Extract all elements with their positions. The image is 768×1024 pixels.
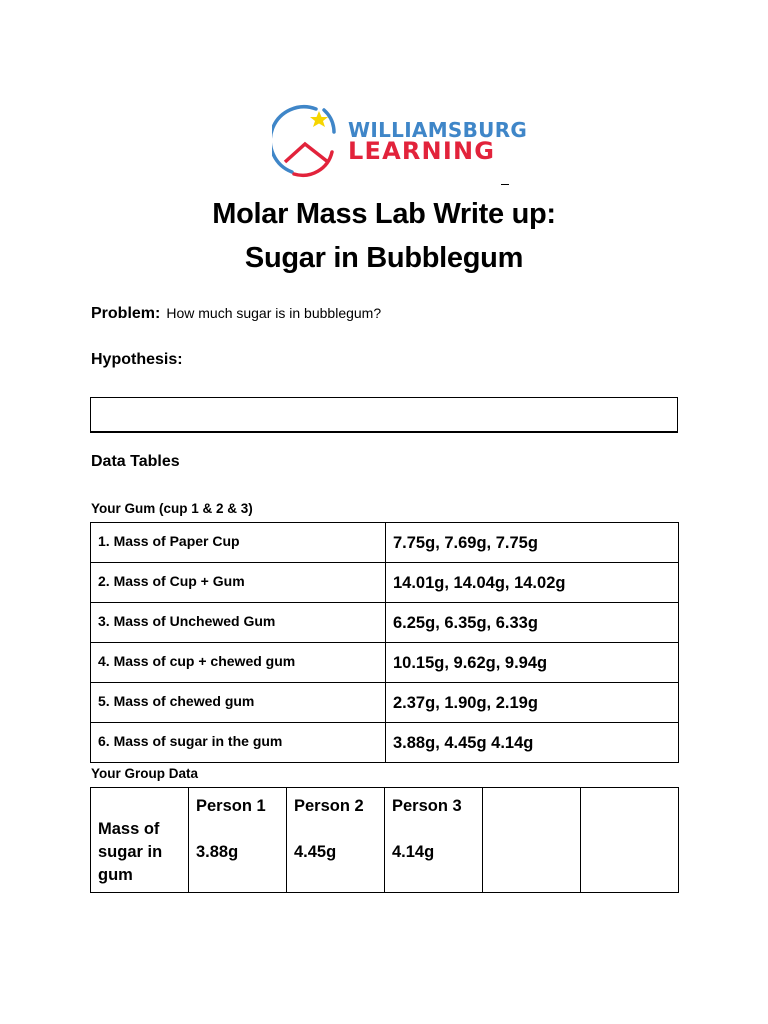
group-table-caption: Your Group Data [91,766,199,781]
row-value: 10.15g, 9.62g, 9.94g [386,643,679,683]
row-value: 7.75g, 7.69g, 7.75g [386,523,679,563]
williamsburg-learning-logo-icon [272,96,338,180]
data-tables-heading: Data Tables [91,453,180,470]
gum-table-caption: Your Gum (cup 1 & 2 & 3) [91,501,253,516]
hypothesis-answer-box[interactable] [90,397,678,433]
row-value: 6.25g, 6.35g, 6.33g [386,603,679,643]
row-label: 2. Mass of Cup + Gum [91,563,386,603]
person-name: Person 2 [294,797,364,815]
your-gum-table [90,522,679,763]
problem-text: How much sugar is in bubblegum? [166,305,382,321]
table-row [91,643,679,683]
person-name: Person 1 [196,797,266,815]
row-label: 4. Mass of cup + chewed gum [91,643,386,683]
group-cell-empty-2[interactable] [581,788,679,893]
table-row [91,723,679,763]
williamsburg-learning-logo [272,96,528,180]
person-value: 4.14g [392,843,435,861]
group-row-label: Mass of sugar in gum [91,788,189,893]
table-row [91,603,679,643]
group-cell-person-3 [385,788,483,893]
table-row [91,523,679,563]
logo-text-williamsburg: WILLIAMSBURG [348,118,528,142]
table-row [91,563,679,603]
row-label: 6. Mass of sugar in the gum [91,723,386,763]
person-name: Person 3 [392,797,462,815]
table-row [91,788,679,893]
group-cell-person-1 [189,788,287,893]
table-row [91,683,679,723]
row-label: 1. Mass of Paper Cup [91,523,386,563]
page-title-line1: Molar Mass Lab Write up: [212,198,556,230]
person-value: 3.88g [196,843,239,861]
problem-label: Problem: [91,305,161,322]
row-label: 5. Mass of chewed gum [91,683,386,723]
group-cell-person-2 [287,788,385,893]
group-data-table [90,787,679,893]
person-value: 4.45g [294,843,337,861]
row-label: 3. Mass of Unchewed Gum [91,603,386,643]
group-cell-empty-1[interactable] [483,788,581,893]
problem-statement [91,305,381,323]
row-value: 14.01g, 14.04g, 14.02g [386,563,679,603]
stray-underline-mark [501,184,509,185]
row-value: 2.37g, 1.90g, 2.19g [386,683,679,723]
page-title-line2: Sugar in Bubblegum [244,242,524,274]
logo-text-learning: LEARNING [348,137,496,165]
hypothesis-label: Hypothesis: [91,351,183,368]
row-value: 3.88g, 4.45g 4.14g [386,723,679,763]
